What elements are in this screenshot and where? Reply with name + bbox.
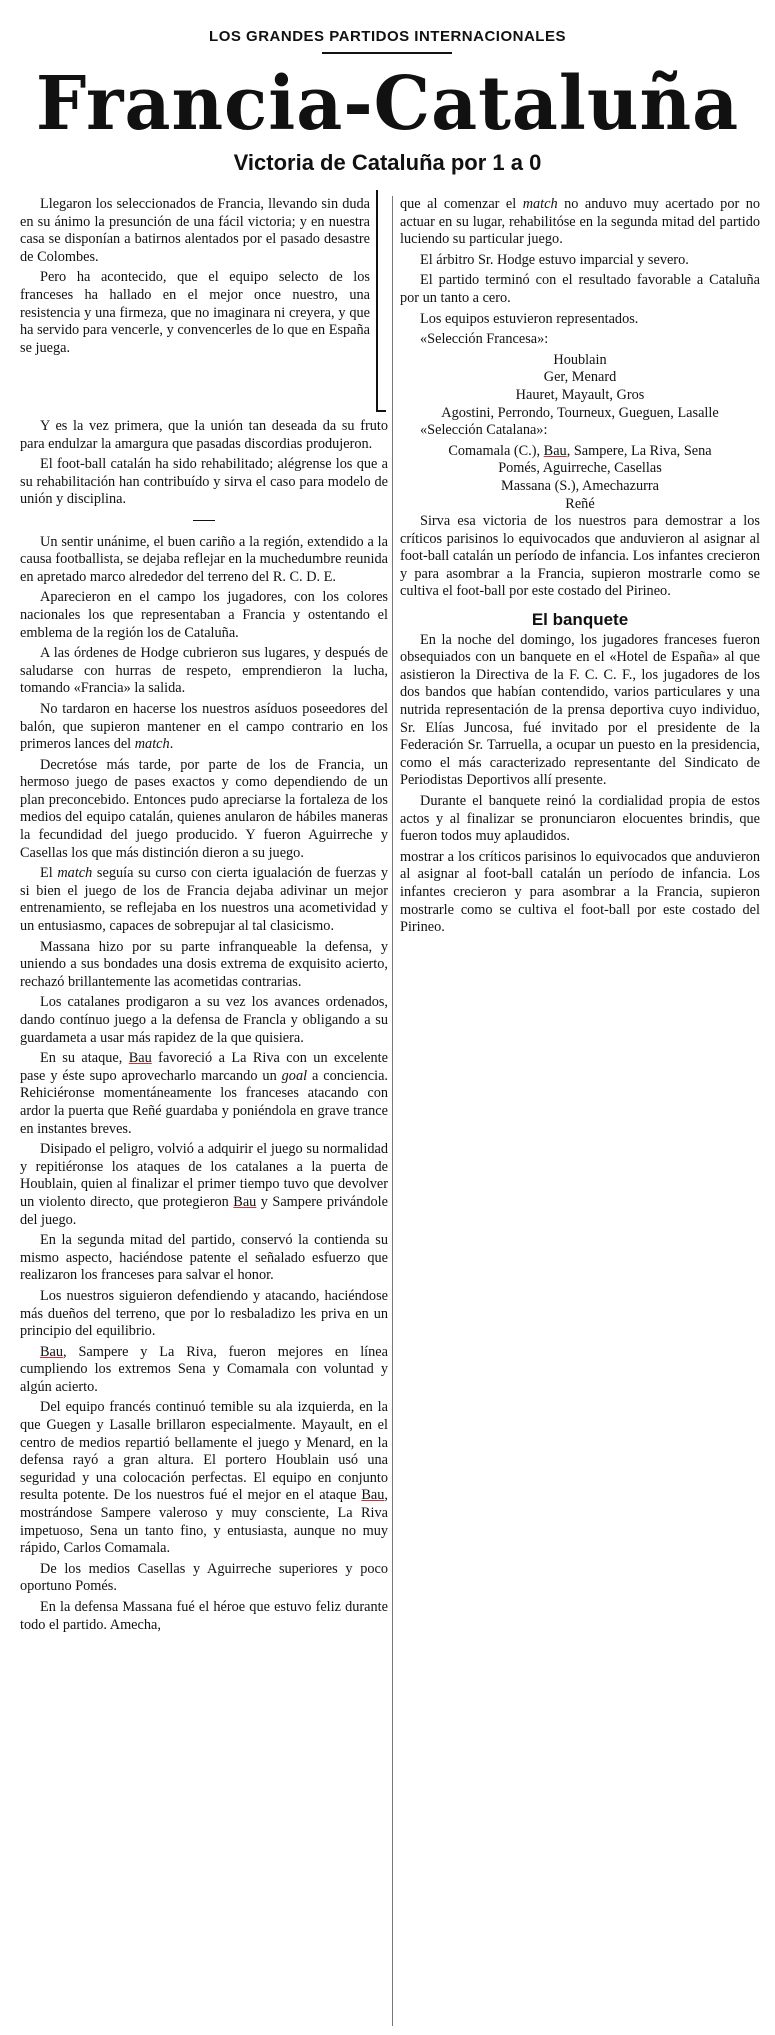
paragraph: A las órdenes de Hodge cubrieron sus lugares, y después de saludarse con hurras de respeto, emprendieron la lucha, tomando «Francia» la salida.	[20, 645, 388, 697]
lineup-line: Reñé	[565, 495, 595, 512]
lineup-line: Comamala (C.), Bau, Sampere, La Riva, Sena	[448, 442, 712, 459]
lineup-line: Hauret, Mayault, Gros	[515, 386, 645, 403]
kicker: LOS GRANDES PARTIDOS INTERNACIONALES	[209, 28, 566, 45]
section-dash	[20, 512, 388, 530]
paragraph: Bau, Sampere y La Riva, fueron mejores en línea cumpliendo los extremos Sena y Comamala con voluntad y algún acierto.	[20, 1343, 388, 1395]
lineup-line: Ger, Menard	[543, 369, 617, 386]
paragraph: Decretóse más tarde, por parte de los de Francia, un hermoso juego de pases exactos y como dependiendo de un plan preconcebido. Entonces pudo apreciarse la fortaleza de los medios del equipo catalán, quienes anularon de hábiles maneras la fecundidad del juego producido. Y fueron Aguirreche y Casellas los que más distinción dieron a su juego.	[20, 756, 388, 861]
paragraph: De los medios Casellas y Aguirreche superiores y poco oportuno Pomés.	[20, 1560, 388, 1595]
paragraph: «Selección Francesa»:	[420, 331, 549, 348]
paragraph: Los equipos estuvieron representados.	[420, 310, 639, 327]
paragraph: que al comenzar el match no anduvo muy acertado por no actuar en su lugar, rehabilitóse en la segunda mitad del partido luciendo su particular juego.	[400, 196, 761, 248]
paragraph: En la defensa Massana fué el héroe que estuvo feliz durante todo el partido. Amecha,	[20, 1599, 388, 1633]
paragraph: El árbitro Sr. Hodge estuvo imparcial y severo.	[420, 251, 689, 268]
subheadline: Victoria de Cataluña por 1 a 0	[233, 150, 542, 175]
paragraph: El match seguía su curso con cierta igualación de fuerzas y si bien el juego de los de Francia dejaba adivinar un mejor entrenamiento, se reflejaba en los nuestros una acometividad y un entusiasmo, capaces de sobrepujar al tal clasicismo.	[20, 865, 389, 935]
paragraph: Y es la vez primera, que la unión tan deseada da su fruto para endulzar la amargura que pasadas discordias produjeron.	[20, 418, 388, 452]
paragraph: No tardaron en hacerse los nuestros asíduos poseedores del balón, que supieron mantener en el campo contrario en los primeros lances del match.	[20, 700, 388, 753]
column-left	[20, 418, 388, 1637]
paragraph: mostrar a los críticos parisinos lo equivocados que anduvieron al asignar al foot-ball catalán un período de infancia. Los infantes crecieron y para asombrar a la Francia, supieron mostrarle como se cultiva el foot-ball por este costado del Pirineo.	[400, 848, 760, 936]
paragraph: Los nuestros siguieron defendiendo y atacando, haciéndose más dueños del terreno, que por lo resbaladizo les priva en un principio del equilibrio.	[20, 1287, 388, 1340]
paragraph: En su ataque, Bau favoreció a La Riva con un excelente pase y éste supo aprovecharlo marcando un goal a conciencia. Rehiciéronse momentáneamente los franceses atacando con ardor la puerta que Reñé guardaba y poniéndola en grave trance en instantes breves.	[20, 1050, 388, 1137]
section-title-banquete: El banquete	[531, 610, 629, 630]
paragraph: Los catalanes prodigaron a su vez los avances ordenados, dando contínuo juego a la defensa de Francla y obligando a su guardameta a usar más rapidez de la que quisiera.	[20, 994, 388, 1046]
box-rule-vertical	[376, 190, 378, 410]
column-right	[400, 196, 760, 940]
paragraph: El partido terminó con el resultado favorable a Cataluña por un tanto a cero.	[400, 272, 760, 306]
box-rule-horizontal	[376, 410, 386, 412]
lineup-line: Agostini, Perrondo, Tourneux, Gueguen, Lasalle	[441, 404, 719, 421]
intro-box	[20, 196, 370, 360]
kicker-rule	[322, 52, 452, 54]
paragraph: Un sentir unánime, el buen cariño a la región, extendido a la causa footballista, se dejaba reflejar en la muchedumbre reunida en apretado marco alrededor del terreno del R. C. D. E.	[20, 533, 388, 585]
paragraph: Aparecieron en el campo los jugadores, con los colores nacionales los que representaban a Francia y ostentando el emblema de la región los de Cataluña.	[20, 589, 388, 641]
paragraph: En la segunda mitad del partido, conservó la contienda su mismo aspecto, haciéndose patente el señalado esfuerzo que realizaron los franceses para salvar el honor.	[20, 1232, 388, 1284]
paragraph: Sirva esa victoria de los nuestros para demostrar a los críticos parisinos lo equivocados que anduvieron al asignar al foot-ball catalán un período de infancia. Los infantes crecieron y para asombrar a la Francia, supieron mostrarle como se cultiva el foot-ball por este costado del Pirineo.	[400, 513, 760, 600]
paragraph: Del equipo francés continuó temible su ala izquierda, en la que Guegen y Lasalle brillaron especialmente. Mayault, en el centro de medios repartió bellamente el juego y Menard, en la defensa rayó a gran altura. El portero Houblain usó una seguridad y una colocación perfectas. El equipo en conjunto resulta potente. De los nuestros fué el mejor en el ataque Bau, mostrándose Sampere valeroso y muy consciente, La Riva impetuoso, Sena un tanto fino, y entusiasta, aunque no muy rápido, Carlos Comamala.	[20, 1399, 388, 1557]
paragraph: Durante el banquete reinó la cordialidad propia de estos actos y al finalizar se pronunciaron elocuentes brindis, que fueron todos muy aplaudidos.	[400, 793, 760, 845]
lineup-line: Pomés, Aguirreche, Casellas	[498, 460, 662, 477]
lineup-line: Massana (S.), Amechazurra	[501, 477, 659, 494]
lineup-line: Houblain	[553, 351, 607, 368]
paragraph: Llegaron los seleccionados de Francia, llevando sin duda en su ánimo la presunción de una fácil victoria; y en nuestra casa se disponían a batirnos alentados por el pasado desastre de Colombes.	[20, 196, 370, 265]
headline: Francia-Cataluña	[35, 61, 740, 147]
paragraph: «Selección Catalana»:	[420, 422, 548, 439]
paragraph: En la noche del domingo, los jugadores franceses fueron obsequiados con un banquete en el «Hotel de España» al que asistieron la Directiva de la F. C. C. F., los jugadores de los dos bandos que habían contendido, varios particulares y una nutrida representación de la prensa deportiva cuyo individuo, Sr. Elías Juncosa, fué invitado por el presidente de la Federación Sr. Tarruella, a ocupar un puesto en la presidencia, como el más caracterizado representante del Sindicato de Periodistas Deportivos allí presente.	[400, 631, 760, 789]
paragraph: Pero ha acontecido, que el equipo selecto de los franceses ha hallado en el mejor once nuestro, una resistencia y una firmeza, que no imaginara ni creyera, y que ha servido para vencerle, y convencerles de lo que en España se juega.	[20, 269, 370, 356]
paragraph: El foot-ball catalán ha sido rehabilitado; alégrense los que a su rehabilitación han contribuído y sirva el caso para modelo de unión y disciplina.	[20, 456, 388, 508]
column-divider	[392, 196, 393, 2026]
paragraph: Disipado el peligro, volvió a adquirir el juego su normalidad y repitiéronse los ataques de los catalanes a la puerta de Houblain, quien al finalizar el primer tiempo tuvo que devolver un violento directo, que protegieron Bau y Sampere privándole del juego.	[20, 1141, 389, 1228]
paragraph: Massana hizo por su parte infranqueable la defensa, y uniendo a sus bondades una dosis extrema de exquisito acierto, rechazó brillantemente las acometidas contrarias.	[20, 938, 388, 990]
